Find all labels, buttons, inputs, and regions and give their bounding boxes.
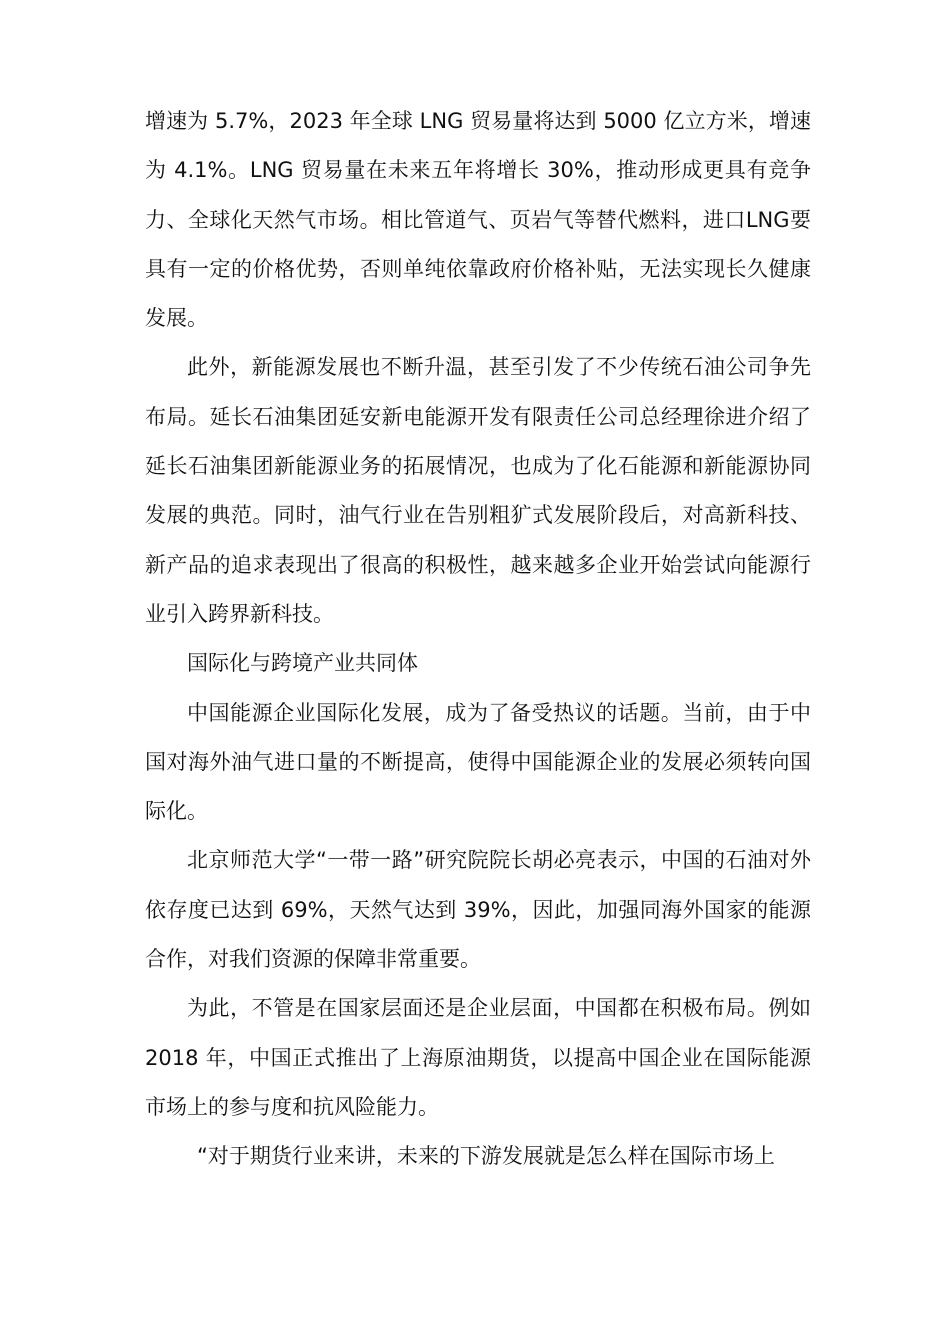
paragraph-new-energy: 此外，新能源发展也不断升温，甚至引发了不少传统石油公司争先布局。延长石油集团延安新电能源开发有限责任公司总经理徐进介绍了延长石油集团新能源业务的拓展情况，也成为了化石能源和新能源协同发展的典范。同时，油气行业在告别粗犷式发展阶段后，对高新科技、新产品的追求表现出了很高的积极性，越来越多企业开始尝试向能源行业引入跨界新科技。: [145, 355, 811, 626]
paragraph-internationalization: 中国能源企业国际化发展，成为了备受热议的话题。当前，由于中国对海外油气进口量的不断提高，使得中国能源企业的发展必须转向国际化。: [145, 700, 811, 824]
paragraph-dependency: 北京师范大学“一带一路”研究院院长胡必亮表示，中国的石油对外依存度已达到 69%，天然气达到 39%，因此，加强同海外国家的能源合作，对我们资源的保障非常重要。: [145, 848, 811, 972]
paragraph-futures: 为此，不管是在国家层面还是企业层面，中国都在积极布局。例如 2018 年，中国正式推出了上海原油期货，以提高中国企业在国际能源市场上的参与度和抗风险能力。: [145, 996, 811, 1119]
section-heading-internationalization: 国际化与跨境产业共同体: [187, 651, 418, 676]
paragraph-lng-trade: 增速为 5.7%，2023 年全球 LNG 贸易量将达到 5000 亿立方米，增速为 4.1%。LNG 贸易量在未来五年将增长 30%，推动形成更具有竞争力、全球化天然气市场。相比管道气、页岩气等替代燃料，进口LNG要具有一定的价格优势，否则单纯依靠政府价格补贴，无法实现长久健康发展。: [145, 109, 811, 331]
paragraph-futures-quote: “对于期货行业来讲，未来的下游发展就是怎么样在国际市场上: [197, 1144, 775, 1169]
document-body: [145, 97, 811, 1182]
